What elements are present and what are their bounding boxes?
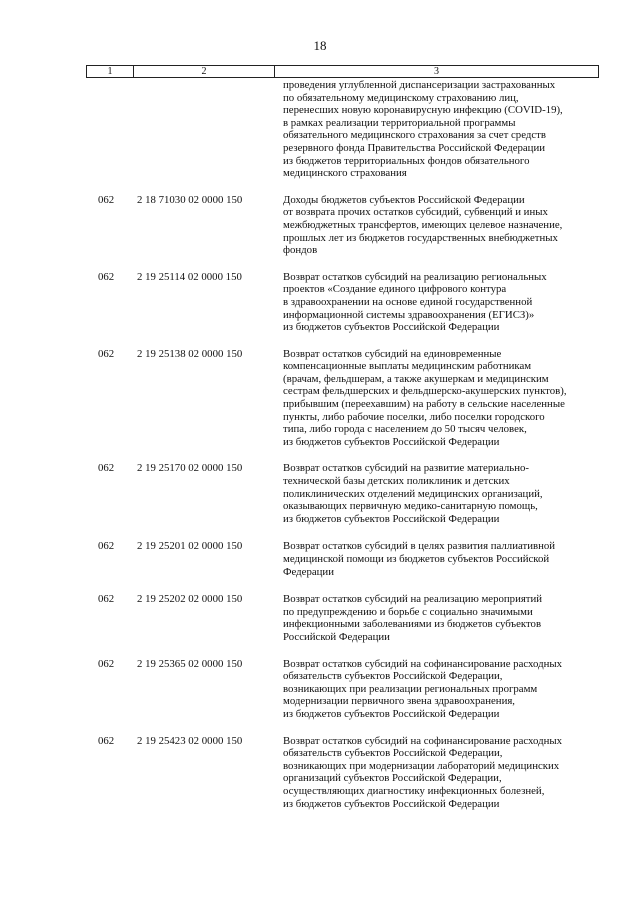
revenue-description xyxy=(283,348,599,449)
description-line: из бюджетов субъектов Российской Федерации xyxy=(283,512,500,525)
description-line: из бюджетов субъектов Российской Федерации xyxy=(283,797,500,810)
description-line: сестрам фельдшерских и фельдшерско-акушерских пунктов), xyxy=(283,385,567,398)
description-line: из бюджетов субъектов Российской Федерации xyxy=(283,321,500,334)
table-row xyxy=(86,735,599,811)
description-line: межбюджетных трансфертов, имеющих целевое назначение, xyxy=(283,218,563,231)
header-col-2: 2 xyxy=(134,66,275,77)
description-line: медицинского страхования xyxy=(283,167,407,180)
table-row xyxy=(86,540,599,578)
admin-code: 062 xyxy=(98,657,115,670)
revenue-description xyxy=(283,462,599,525)
revenue-code: 2 19 25114 02 0000 150 xyxy=(137,270,242,283)
description-line: Возврат остатков субсидий на софинансирование расходных xyxy=(283,734,563,747)
table-row xyxy=(86,79,599,180)
description-line: оказывающих первичную медико-санитарную помощь, xyxy=(283,500,538,513)
revenue-code: 2 19 25423 02 0000 150 xyxy=(137,734,243,747)
description-line: Возврат остатков субсидий на единовременные xyxy=(283,347,502,360)
description-line: организаций субъектов Российской Федерации, xyxy=(283,772,502,785)
admin-code: 062 xyxy=(98,462,115,475)
admin-code: 062 xyxy=(98,193,115,206)
description-line: поликлинических отделений медицинских организаций, xyxy=(283,487,543,500)
revenue-description xyxy=(283,735,599,811)
revenue-code: 2 19 25138 02 0000 150 xyxy=(137,347,243,360)
description-line: Российской Федерации xyxy=(283,630,390,643)
description-line: медицинской помощи из бюджетов субъектов Российской xyxy=(283,553,550,565)
description-line: прибывшим (переехавшим) на работу в сельские населенные xyxy=(283,398,565,411)
description-line: возникающих при реализации региональных программ xyxy=(283,682,538,695)
description-line: в здравоохранении на основе единой государственной xyxy=(283,295,533,308)
revenue-description xyxy=(283,194,599,257)
revenue-code: 2 19 25365 02 0000 150 xyxy=(137,657,243,670)
admin-code: 062 xyxy=(98,540,115,553)
admin-code: 062 xyxy=(98,270,115,283)
admin-code: 062 xyxy=(98,347,115,360)
description-line: (врачам, фельдшерам, а также акушеркам и медицинским xyxy=(283,372,549,385)
description-line: компенсационные выплаты медицинским работникам xyxy=(283,360,532,373)
description-line: по предупреждению и борьбе с социально значимыми xyxy=(283,605,533,618)
admin-code: 062 xyxy=(98,734,115,747)
page-number: 18 xyxy=(313,38,327,53)
description-line: обязательного медицинского страхования за счет средств xyxy=(283,129,546,142)
revenue-code: 2 19 25170 02 0000 150 xyxy=(137,462,243,475)
table-row xyxy=(86,271,599,334)
revenue-description xyxy=(283,593,599,643)
table-row xyxy=(86,593,599,643)
description-line: фондов xyxy=(283,244,318,257)
description-line: проведения углубленной диспансеризации застрахованных xyxy=(283,79,556,91)
description-line: Возврат остатков субсидий в целях развития паллиативной xyxy=(283,540,556,553)
description-line: из бюджетов субъектов Российской Федерации xyxy=(283,707,500,720)
revenue-description xyxy=(283,658,599,721)
description-line: проектов «Создание единого цифрового контура xyxy=(283,283,507,296)
description-line: в рамках реализации территориальной программы xyxy=(283,116,516,129)
revenue-description xyxy=(283,79,599,180)
header-col-1: 1 xyxy=(87,66,134,77)
description-line: Доходы бюджетов субъектов Российской Федерации xyxy=(283,193,525,206)
description-line: прошлых лет из бюджетов государственных внебюджетных xyxy=(283,231,558,244)
description-line: Возврат остатков субсидий на развитие материально- xyxy=(283,462,529,475)
revenue-code: 2 19 25201 02 0000 150 xyxy=(137,540,243,553)
revenue-description xyxy=(283,271,599,334)
revenue-code: 2 18 71030 02 0000 150 xyxy=(137,193,243,206)
description-line: возникающих при модернизации лабораторий медицинских xyxy=(283,759,560,772)
table-row xyxy=(86,194,599,257)
admin-code xyxy=(86,79,133,180)
description-line: Федерации xyxy=(283,565,334,578)
admin-code: 062 xyxy=(98,593,115,606)
revenue-code xyxy=(133,79,283,180)
description-line: пункты, либо рабочие поселки, либо поселки городского xyxy=(283,410,545,423)
description-line: из бюджетов территориальных фондов обязательного xyxy=(283,154,530,167)
description-line: обязательств субъектов Российской Федерации, xyxy=(283,670,503,683)
description-line: обязательств субъектов Российской Федерации, xyxy=(283,747,503,760)
description-line: по обязательному медицинскому страхованию лиц, xyxy=(283,91,519,104)
description-line: Возврат остатков субсидий на реализацию мероприятий xyxy=(283,593,543,606)
description-line: технической базы детских поликлиник и детских xyxy=(283,475,510,488)
table-body xyxy=(86,79,599,810)
table-row xyxy=(86,658,599,721)
description-line: перенесших новую коронавирусную инфекцию (COVID-19), xyxy=(283,104,563,117)
description-line: инфекционными заболеваниями из бюджетов субъектов xyxy=(283,618,542,631)
header-col-3: 3 xyxy=(434,66,439,77)
description-line: типа, либо города с населением до 50 тысяч человек, xyxy=(283,423,527,436)
description-line: модернизации первичного звена здравоохранения, xyxy=(283,695,516,708)
description-line: Возврат остатков субсидий на реализацию региональных xyxy=(283,270,547,283)
table-row xyxy=(86,348,599,449)
description-line: осуществляющих диагностику инфекционных болезней, xyxy=(283,784,545,797)
description-line: информационной системы здравоохранения (ЕГИСЗ)» xyxy=(283,308,535,321)
description-line: Возврат остатков субсидий на софинансирование расходных xyxy=(283,657,563,670)
table-header xyxy=(86,65,599,78)
revenue-code: 2 19 25202 02 0000 150 xyxy=(137,593,243,606)
description-line: резервного фонда Правительства Российской Федерации xyxy=(283,141,546,154)
description-line: из бюджетов субъектов Российской Федерации xyxy=(283,435,500,448)
table-row xyxy=(86,462,599,525)
revenue-description xyxy=(283,540,599,578)
description-line: от возврата прочих остатков субсидий, субвенций и иных xyxy=(283,206,548,219)
